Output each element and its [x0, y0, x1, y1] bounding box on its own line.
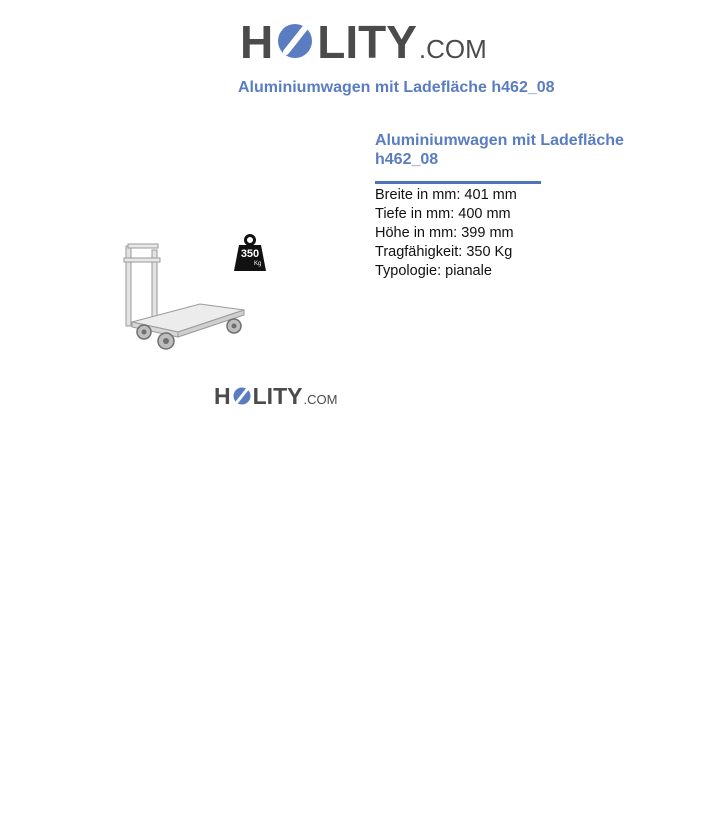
logo-o-icon: [232, 386, 252, 406]
weight-icon: [233, 234, 267, 272]
logo-suffix: .COM: [418, 34, 487, 64]
logo-suffix: .COM: [303, 392, 338, 407]
logo-letter-h: H: [214, 383, 231, 409]
platform-cart-image: [120, 240, 246, 354]
spec-height: Höhe in mm: 399 mm: [375, 225, 514, 241]
capacity-value: 350: [240, 248, 260, 260]
page-title: Aluminiumwagen mit Ladefläche h462_08: [238, 79, 555, 96]
product-title: Aluminiumwagen mit Ladefläche h462_08: [375, 132, 624, 168]
logo-letter-h: H: [240, 16, 274, 68]
brand-logo-small: [214, 382, 337, 408]
logo-o-icon: [275, 21, 315, 61]
spec-width: Breite in mm: 401 mm: [375, 187, 517, 203]
logo-letters-lity: LITY: [252, 383, 303, 409]
logo-letters-lity: LITY: [317, 16, 417, 68]
spec-capacity: Tragfähigkeit: 350 Kg: [375, 244, 513, 260]
capacity-unit: Kg: [254, 261, 262, 267]
spec-type: Typologie: pianale: [375, 263, 492, 279]
spec-depth: Tiefe in mm: 400 mm: [375, 206, 511, 222]
brand-logo[interactable]: [240, 13, 487, 68]
spec-list: [375, 186, 517, 281]
title-underline: [375, 181, 541, 184]
